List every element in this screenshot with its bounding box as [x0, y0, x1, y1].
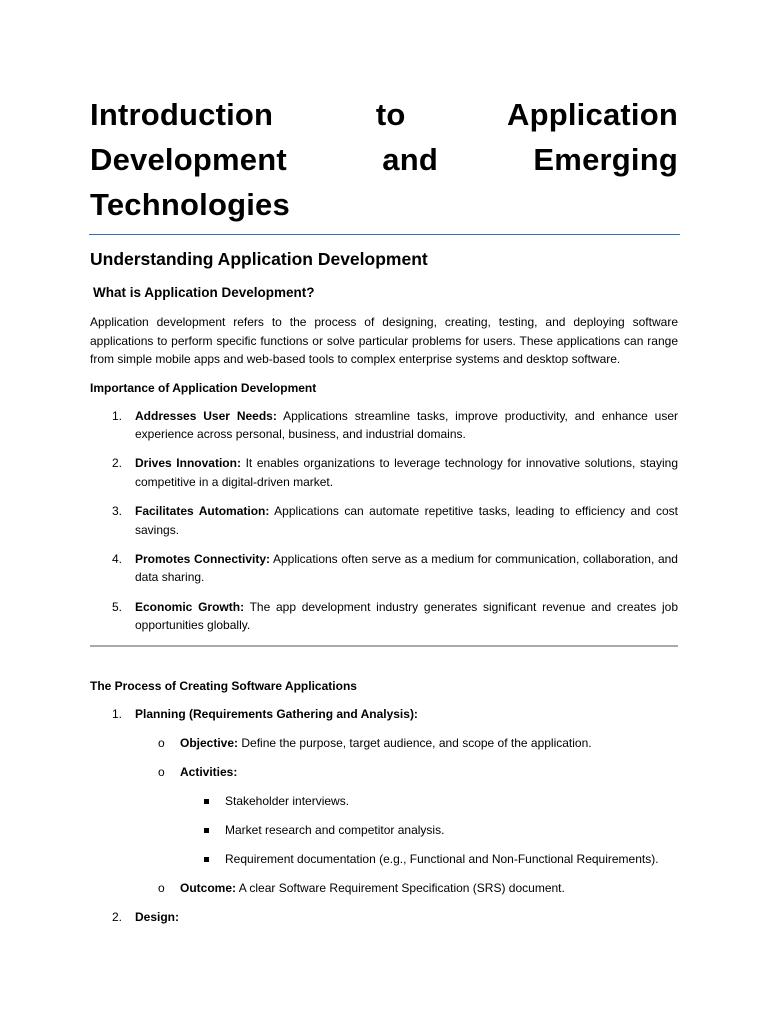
activities-label: Activities: [180, 764, 238, 779]
list-number: 4. [112, 551, 123, 566]
list-term: Drives Innovation: [135, 456, 241, 471]
list-item [90, 454, 678, 491]
step-title: Design: [135, 909, 180, 924]
activities-list [180, 792, 678, 869]
list-term: Promotes Connectivity: [135, 551, 270, 566]
step-number: 2. [112, 909, 123, 924]
list-number: 1. [112, 408, 123, 423]
activity-text: Requirement documentation (e.g., Functional and Non-Functional Requirements). [225, 851, 659, 866]
importance-heading: Importance of Application Development [90, 380, 317, 395]
circle-bullet-icon: o [158, 735, 165, 750]
objective-text: Define the purpose, target audience, and scope of the application. [238, 735, 592, 750]
list-number: 3. [112, 504, 123, 519]
list-number: 2. [112, 456, 123, 471]
list-text: Applications can automate repetitive tasks, leading to efficiency and cost savings. [135, 504, 679, 537]
activity-item [180, 792, 678, 811]
subsection-heading: What is Application Development? [93, 285, 315, 300]
list-item [90, 502, 678, 539]
list-text: It enables organizations to leverage technology for innovative solutions, staying competitive in a digital-driven market. [135, 456, 678, 490]
section-heading: Understanding Application Development [90, 249, 428, 269]
intro-paragraph: Application development refers to the process of designing, creating, testing, and deploying software applications to perform specific functions or solve particular problems for users. These applications can range from simple mobile apps and web-based tools to complex enterprise systems and desktop software. [90, 315, 678, 367]
list-item [90, 550, 678, 587]
list-term: Economic Growth: [135, 599, 245, 614]
list-text: Applications often serve as a medium for communication, collaboration, and data sharing. [135, 551, 678, 585]
document-content [90, 92, 678, 926]
process-step [90, 705, 678, 897]
square-bullet-icon [204, 828, 209, 833]
horizontal-divider [90, 645, 678, 647]
circle-bullet-icon: o [158, 880, 165, 895]
objective-label: Objective: [180, 735, 239, 750]
outcome-text: A clear Software Requirement Specification (SRS) document. [236, 880, 565, 895]
activity-text: Stakeholder interviews. [225, 793, 350, 808]
list-text: Applications streamline tasks, improve productivity, and enhance user experience across personal, business, and industrial domains. [135, 408, 678, 442]
list-term: Facilitates Automation: [135, 504, 270, 519]
process-steps [90, 705, 678, 926]
list-number: 5. [112, 599, 123, 614]
document-title: Introduction to Application Development and Emerging Technologies [90, 97, 678, 222]
square-bullet-icon [204, 857, 209, 862]
sublist-item [135, 763, 678, 868]
activity-item [180, 821, 678, 840]
list-text: The app development industry generates significant revenue and creates job opportunities globally. [135, 599, 678, 633]
outcome-label: Outcome: [180, 880, 237, 895]
importance-list [90, 407, 678, 635]
list-term: Addresses User Needs: [135, 408, 277, 423]
title-underline [89, 234, 680, 235]
sublist-item [135, 879, 678, 898]
process-heading: The Process of Creating Software Applications [90, 679, 357, 694]
process-step [90, 908, 678, 927]
list-item [90, 407, 678, 444]
activity-item [180, 850, 678, 869]
activity-text: Market research and competitor analysis. [225, 822, 445, 837]
step-number: 1. [112, 707, 123, 722]
circle-bullet-icon: o [158, 764, 165, 779]
square-bullet-icon [204, 799, 209, 804]
sublist-item [135, 734, 678, 753]
step-title: Planning (Requirements Gathering and Analysis): [135, 707, 418, 722]
step-sublist [135, 734, 678, 898]
list-item [90, 598, 678, 635]
